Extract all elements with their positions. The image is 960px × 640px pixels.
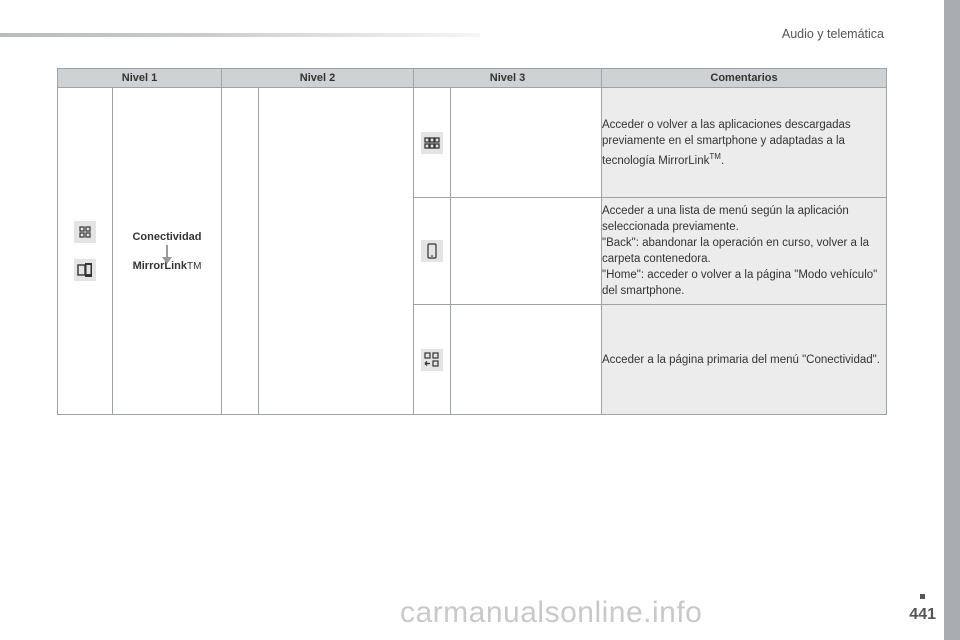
comment-cell: Acceder a la página primaria del menú "Conectividad". — [602, 305, 887, 415]
col-header-nivel1: Nivel 1 — [58, 69, 222, 88]
comment-cell — [602, 198, 887, 305]
mirrorlink-phone-icon[interactable] — [74, 259, 96, 281]
col-header-nivel3: Nivel 3 — [414, 69, 602, 88]
nivel3-icon-cell — [414, 88, 451, 198]
apps-grid-icon[interactable] — [74, 221, 96, 243]
side-strip — [944, 0, 960, 640]
page-number: 441 — [909, 606, 936, 623]
table-row — [58, 88, 887, 198]
nivel3-icon-cell — [414, 305, 451, 415]
mirrorlink-label: MirrorLinkTM — [132, 259, 202, 272]
comment-line: "Home": acceder o volver a la página "Modo vehículo" del smartphone. — [602, 269, 878, 297]
return-menu-icon[interactable] — [421, 349, 443, 371]
nivel2-icon-cell — [222, 88, 259, 415]
nivel2-label-cell — [259, 88, 414, 415]
page-marker — [920, 594, 925, 599]
header-gradient-bar — [0, 33, 480, 37]
section-title: Audio y telemática — [781, 27, 884, 41]
conectividad-label: Conectividad — [132, 230, 202, 243]
nivel1-label-cell — [113, 88, 222, 415]
col-header-comentarios: Comentarios — [602, 69, 887, 88]
nivel3-label-cell — [451, 305, 602, 415]
nivel1-label — [113, 231, 221, 272]
nivel3-label-cell — [451, 88, 602, 198]
col-header-nivel2: Nivel 2 — [222, 69, 414, 88]
nivel1-icon-cell — [58, 88, 113, 415]
comment-cell: Acceder o volver a las aplicaciones descargadas previamente en el smartphone y adaptadas a la tecnología MirrorLink™. — [602, 88, 887, 198]
watermark: carmanualsonline.info — [400, 596, 703, 629]
nivel3-icon-cell — [414, 198, 451, 305]
table-header-row — [58, 69, 887, 88]
menu-table — [57, 68, 887, 415]
apps-grid-icon[interactable] — [421, 132, 443, 154]
comment-line: "Back": abandonar la operación en curso, volver a la carpeta contenedora. — [602, 237, 870, 265]
comment-line: Acceder a una lista de menú según la aplicación seleccionada previamente. — [602, 205, 849, 233]
down-arrow-icon — [166, 245, 168, 258]
nivel3-label-cell — [451, 198, 602, 305]
smartphone-icon[interactable] — [421, 240, 443, 262]
